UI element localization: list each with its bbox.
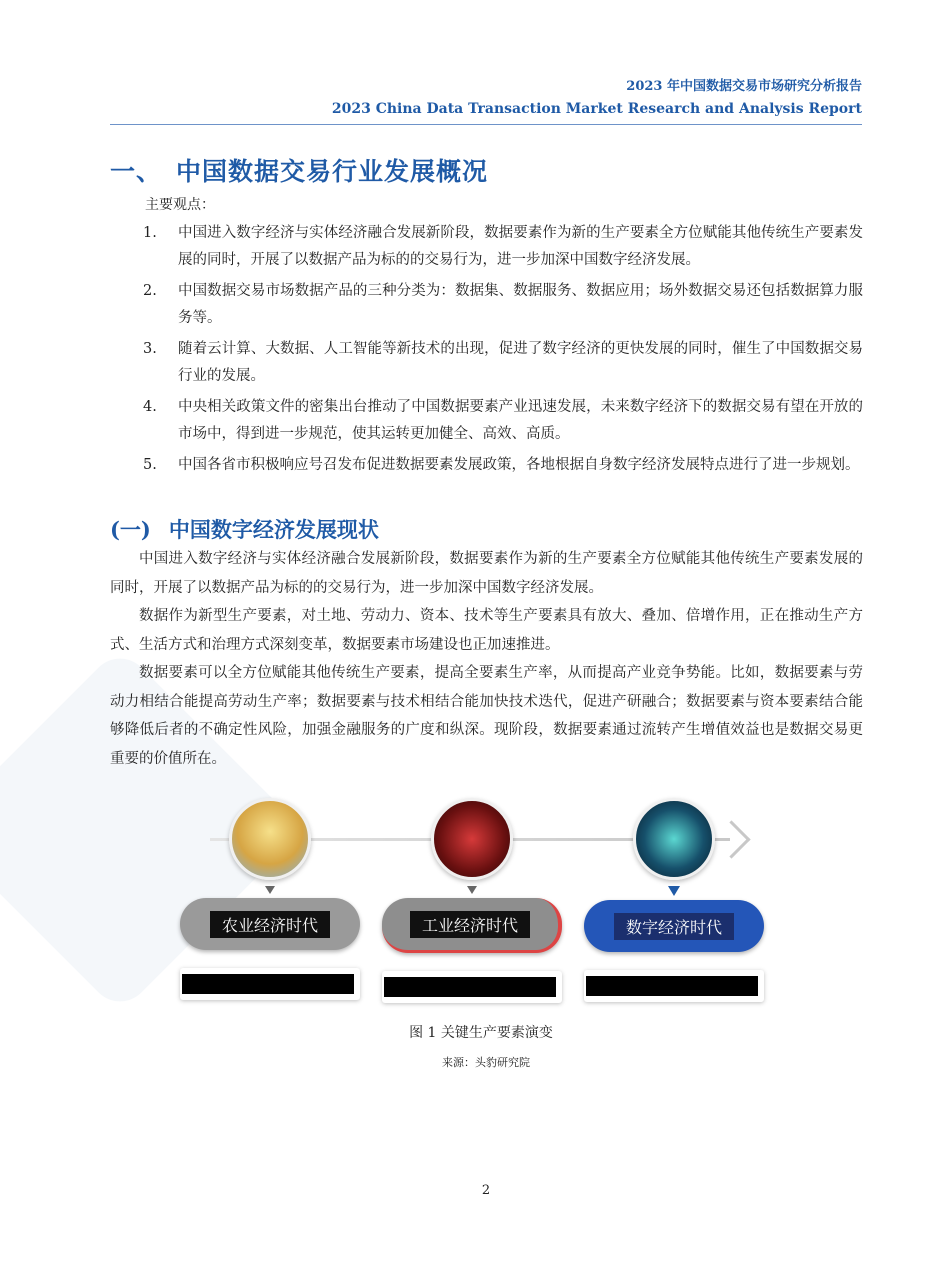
era-label: 农业经济时代 [210, 911, 330, 938]
figure-production-factors [170, 788, 770, 1018]
key-point [143, 336, 863, 390]
body-paragraph: 中国进入数字经济与实体经济融合发展新阶段，数据要素作为新的生产要素全方位赋能其他传统生产要素发展的同时，开展了以数据产品为标的的交易行为，进一步加深中国数字经济发展。 [110, 551, 863, 596]
header-title-cn: 2023 年中国数据交易市场研究分析报告 [626, 79, 862, 94]
page-number: 2 [481, 1183, 491, 1198]
era-label: 数字经济时代 [614, 913, 734, 940]
redacted-bar [180, 968, 360, 1000]
page-header [332, 78, 862, 120]
key-point-number: 3. [143, 341, 157, 357]
figure-caption: 图 1 关键生产要素演变 [409, 1025, 553, 1041]
era-digital [584, 798, 764, 1002]
section-heading [110, 152, 488, 188]
key-point-text: 中国数据交易市场数据产品的三种分类为：数据集、数据服务、数据应用；场外数据交易还包括数据算力服务等。 [178, 283, 863, 326]
era-industry [382, 798, 562, 1003]
industrial-machine-icon [431, 798, 513, 880]
era-label-pill [180, 898, 360, 950]
key-point-number: 1. [143, 225, 157, 241]
subsection-title: 中国数字经济发展现状 [168, 517, 379, 542]
key-point-text: 中国进入数字经济与实体经济融合发展新阶段，数据要素作为新的生产要素全方位赋能其他传统生产要素发展的同时，开展了以数据产品为标的的交易行为，进一步加深中国数字经济发展。 [178, 225, 863, 268]
key-point [143, 394, 863, 448]
key-point-text: 中央相关政策文件的密集出台推动了中国数据要素产业迅速发展，未来数字经济下的数据交易有望在开放的市场中，得到进一步规范，使其运转更加健全、高效、高质。 [178, 399, 863, 442]
era-label-pill [382, 898, 562, 953]
header-divider [110, 124, 862, 125]
key-points-list [143, 220, 863, 483]
subsection-number: (一) [110, 517, 151, 542]
key-point [143, 452, 863, 479]
body-paragraph: 数据要素可以全方位赋能其他传统生产要素，提高全要素生产率，从而提高产业竞争势能。比如，数据要素与劳动力相结合能提高劳动生产率；数据要素与技术相结合能加快技术迭代，促进产研融合；数据要素与资本要素结合能够降低后者的不确定性风险，加强金融服务的广度和纵深。现阶段，数据要素通过流转产生增值效益也是数据交易更重要的价值所在。 [110, 665, 863, 767]
key-point [143, 278, 863, 332]
down-triangle-icon [668, 886, 680, 896]
era-label: 工业经济时代 [410, 911, 530, 938]
header-title-en: 2023 China Data Transaction Market Research and Analysis Report [331, 101, 862, 117]
section-title: 中国数据交易行业发展概况 [176, 157, 489, 186]
subsection-body [110, 545, 863, 773]
key-point-number: 2. [143, 283, 157, 299]
key-point-number: 5. [143, 457, 157, 473]
down-triangle-icon [265, 886, 275, 894]
figure-source: 来源：头豹研究院 [442, 1056, 530, 1069]
key-point-number: 4. [143, 399, 157, 415]
key-points-label: 主要观点： [145, 197, 215, 213]
body-paragraph: 数据作为新型生产要素，对土地、劳动力、资本、技术等生产要素具有放大、叠加、倍增作用，正在推动生产方式、生活方式和治理方式深刻变革，数据要素市场建设也正加速推进。 [110, 608, 863, 653]
key-point-text: 随着云计算、大数据、人工智能等新技术的出现，促进了数字经济的更快发展的同时，催生了中国数据交易行业的发展。 [178, 341, 863, 384]
key-point-text: 中国各省市积极响应号召发布促进数据要素发展政策，各地根据自身数字经济发展特点进行了进一步规划。 [178, 457, 860, 473]
section-number: 一、 [110, 157, 163, 186]
redacted-bar [382, 971, 562, 1003]
key-point [143, 220, 863, 274]
wheat-field-icon [229, 798, 311, 880]
subsection-heading [110, 514, 379, 544]
redacted-bar [584, 970, 764, 1002]
era-agriculture [180, 798, 360, 1000]
digital-dashboard-icon [633, 798, 715, 880]
era-label-pill [584, 900, 764, 952]
down-triangle-icon [467, 886, 477, 894]
